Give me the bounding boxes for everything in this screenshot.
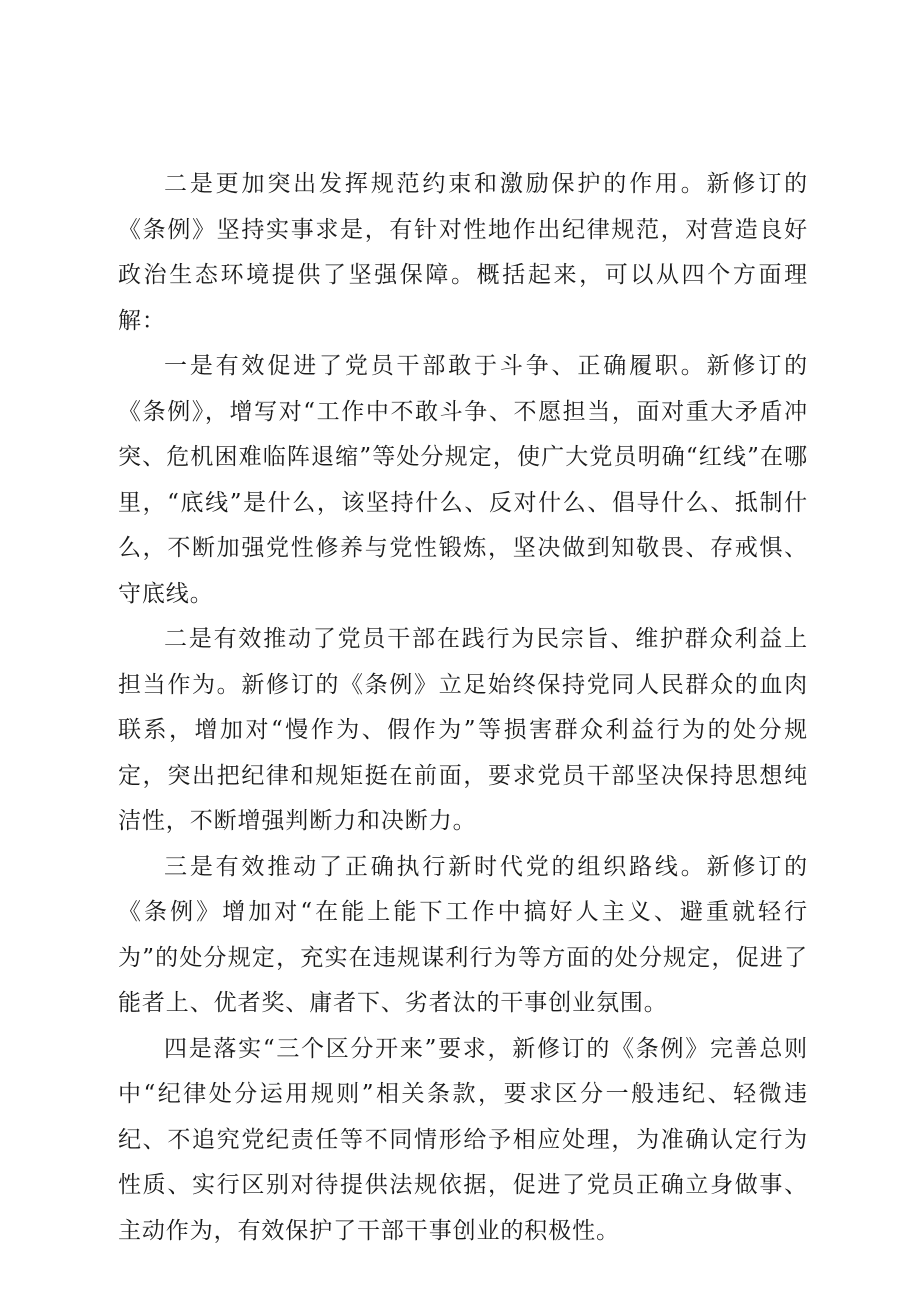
document-body [118, 162, 808, 1254]
paragraph-2: 一是有效促进了党员干部敢于斗争、正确履职。新修订的《条例》，增写对“工作中不敢斗争、不愿担当，面对重大矛盾冲突、危机困难临阵退缩”等处分规定，使广大党员明确“红线”在哪里，“底线”是什么，该坚持什么、反对什么、倡导什么、抵制什么，不断加强党性修养与党性锻炼，坚决做到知敬畏、存戒惧、守底线。 [118, 353, 808, 607]
paragraph-5: 四是落实“三个区分开来”要求，新修订的《条例》完善总则中“纪律处分运用规则”相关条款，要求区分一般违纪、轻微违纪、不追究党纪责任等不同情形给予相应处理，为准确认定行为性质、实行区别对待提供法规依据，促进了党员正确立身做事、主动作为，有效保护了干部干事创业的积极性。 [118, 1035, 808, 1244]
paragraph-3: 二是有效推动了党员干部在践行为民宗旨、维护群众利益上担当作为。新修订的《条例》立足始终保持党同人民群众的血肉联系，增加对“慢作为、假作为”等损害群众利益行为的处分规定，突出把纪律和规矩挺在前面，要求党员干部坚决保持思想纯洁性，不断增强判断力和决断力。 [118, 626, 808, 834]
paragraph-1: 二是更加突出发挥规范约束和激励保护的作用。新修订的《条例》坚持实事求是，有针对性地作出纪律规范，对营造良好政治生态环境提供了坚强保障。概括起来，可以从四个方面理解： [118, 171, 808, 334]
paragraph-4: 三是有效推动了正确执行新时代党的组织路线。新修订的《条例》增加对“在能上能下工作中搞好人主义、避重就轻行为”的处分规定，充实在违规谋利行为等方面的处分规定，促进了能者上、优者奖、庸者下、劣者汰的干事创业氛围。 [118, 853, 808, 1016]
